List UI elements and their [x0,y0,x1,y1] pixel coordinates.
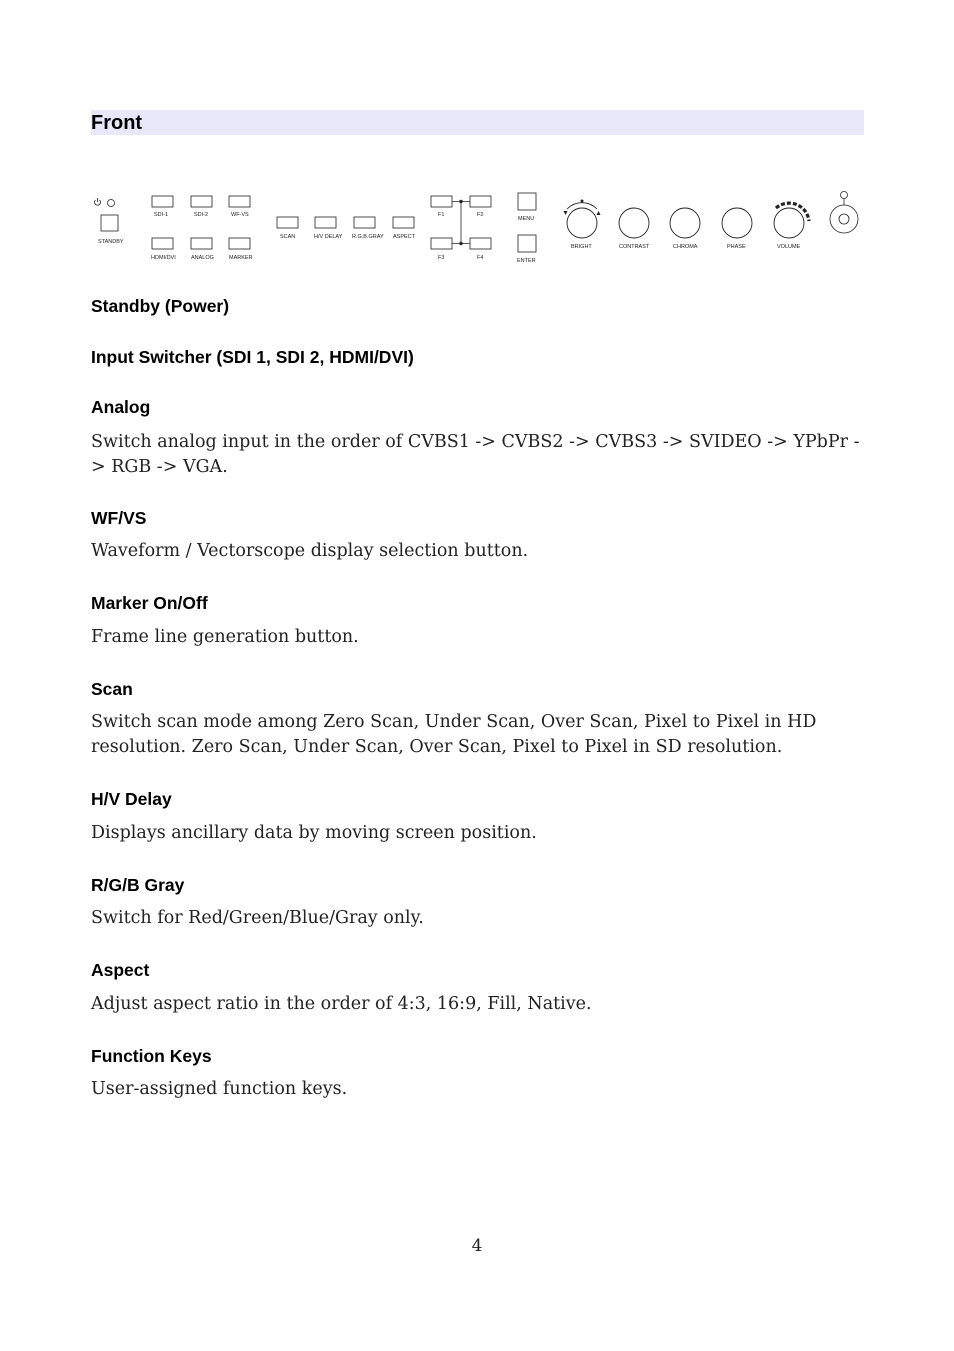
page-number: 4 [471,1236,483,1256]
button-hdmi-dvi [152,238,173,249]
entry-standby [91,295,864,317]
label-enter: ENTER [517,258,536,264]
label-f1: F1 [438,212,445,218]
standby-label: STANDBY [98,239,124,245]
entry-wf-vs [91,507,864,564]
label-bright: BRIGHT [571,244,592,250]
label-menu: MENU [518,216,535,222]
button-sdi-2 [191,196,212,207]
entry-rgb-gray [91,874,864,931]
label-marker: MARKER [229,255,253,261]
label-hdmi-dvi: HDMI/DVI [151,255,176,261]
label-phase: PHASE [727,244,746,250]
entry-heading: Aspect [91,960,150,980]
headphone-jack-icon [830,192,858,234]
button-enter [518,235,536,252]
button-analog [191,238,212,249]
button-scan [277,217,298,228]
section-banner [91,110,864,135]
entry-heading: Marker On/Off [91,593,208,613]
entry-marker [91,592,864,650]
entry-body: Switch for Red/Green/Blue/Gray only. [91,908,424,928]
entry-heading: WF/VS [91,508,147,528]
label-scan: SCAN [280,234,296,240]
button-f3 [431,238,452,249]
entry-function-keys [91,1045,864,1102]
entry-body: Adjust aspect ratio in the order of 4:3, 16:9, Fill, Native. [91,994,592,1014]
label-contrast: CONTRAST [619,244,650,250]
entry-heading: Standby (Power) [91,296,230,316]
label-volume: VOLUME [777,244,801,250]
entry-hv-delay [91,788,864,846]
label-rgb-gray: R.G.B.GRAY [352,234,384,240]
label-sdi-2: SDI-2 [194,212,209,218]
label-analog: ANALOG [191,255,214,261]
knob-volume [774,203,809,238]
button-f1 [431,196,452,207]
entry-body: Switch scan mode among Zero Scan, Under Scan, Over Scan, Pixel to Pixel in HD resolution. Zero Scan, Under Scan, Over Scan, Pixel to Pixel in SD resolution. [91,712,817,757]
knob-phase [722,208,752,238]
entry-input-switcher [91,346,864,368]
label-f4: F4 [477,255,484,261]
button-f2 [470,196,491,207]
entry-heading: Input Switcher (SDI 1, SDI 2, HDMI/DVI) [91,347,414,367]
entry-body: Frame line generation button. [91,627,359,647]
function-key-connector [452,200,470,245]
button-marker [229,238,250,249]
entry-analog [91,396,864,480]
entry-heading: H/V Delay [91,789,172,809]
entry-heading: R/G/B Gray [91,875,185,895]
button-hv-delay [315,217,336,228]
button-f4 [470,238,491,249]
label-f3: F3 [438,255,445,261]
entry-body: Switch analog input in the order of CVBS1 -> CVBS2 -> CVBS3 -> SVIDEO -> YPbPr -> RGB -> VGA. [91,432,860,477]
knob-chroma [670,208,700,238]
entry-body: Displays ancillary data by moving screen position. [91,823,537,843]
standby-group [95,198,124,245]
entry-body: Waveform / Vectorscope display selection button. [91,541,529,561]
button-rgb-gray [354,217,375,228]
front-panel-diagram [91,186,864,270]
standby-led [108,200,115,207]
entry-heading: Analog [91,397,151,417]
entry-scan [91,678,864,760]
entry-body: User-assigned function keys. [91,1079,348,1099]
label-f2: F2 [477,212,484,218]
button-sdi-1 [152,196,173,207]
label-sdi-1: SDI-1 [154,212,169,218]
section-title: Front [91,112,143,134]
label-aspect: ASPECT [393,234,416,240]
button-wf-vs [229,196,250,207]
entry-heading: Function Keys [91,1046,212,1066]
label-hv-delay: H/V DELAY [314,234,343,240]
power-icon [95,198,101,205]
standby-button [101,215,118,231]
label-wf-vs: WF-VS [231,212,249,218]
button-menu [518,193,536,210]
entry-aspect [91,959,864,1017]
label-chroma: CHROMA [673,244,698,250]
entry-heading: Scan [91,679,133,699]
button-aspect [393,217,414,228]
knob-bright [564,200,601,239]
knob-contrast [619,208,649,238]
